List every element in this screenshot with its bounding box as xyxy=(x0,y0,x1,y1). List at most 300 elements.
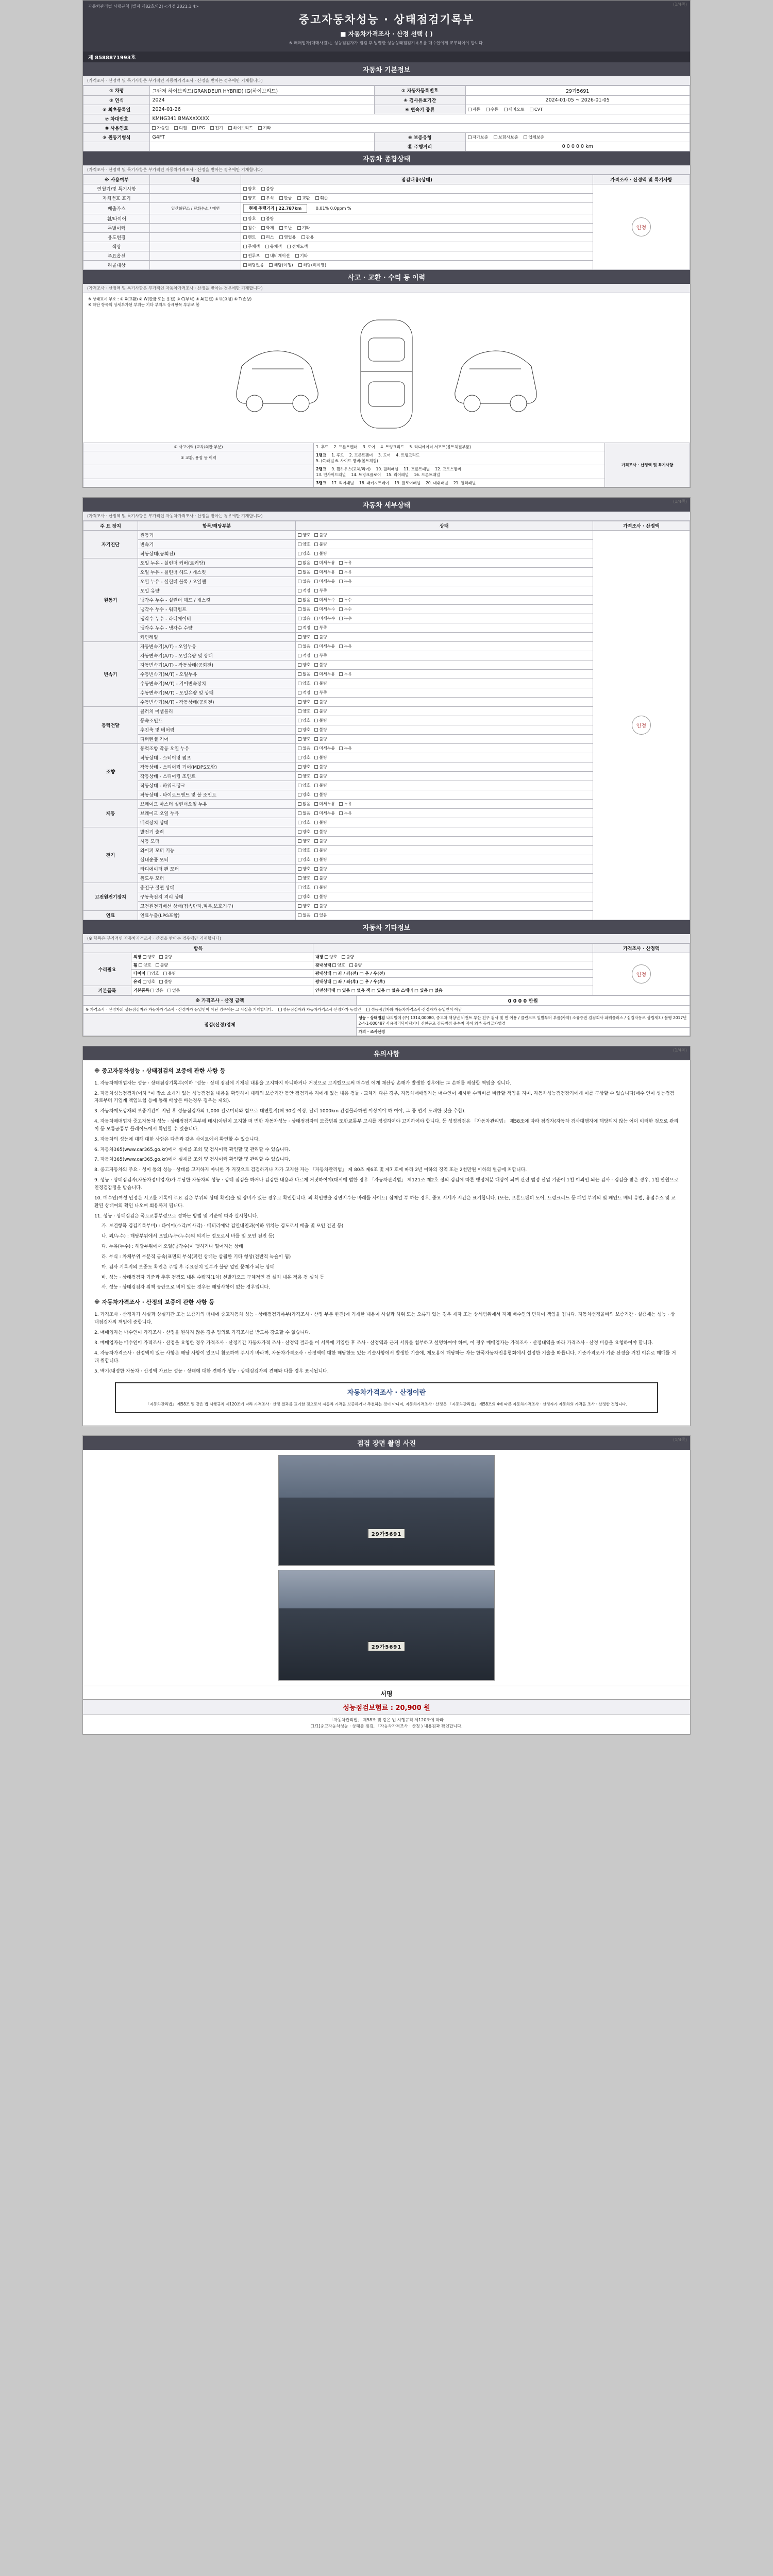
checkbox-불량[interactable] xyxy=(314,552,318,555)
notice-paragraph: 2. 매매업자는 매수인이 가격조사 · 산정을 원하지 않은 경우 임의로 가격조사를 받도록 강요할 수 없습니다. xyxy=(94,1330,311,1336)
checkbox-양호[interactable] xyxy=(298,793,301,796)
opt-label: 자동 xyxy=(472,107,480,112)
checkbox-불량[interactable] xyxy=(314,904,318,908)
detail-item-options[interactable] xyxy=(295,901,593,910)
etc-rows-body xyxy=(83,953,690,995)
checkbox-없음[interactable] xyxy=(298,802,301,806)
detail-item-options[interactable] xyxy=(295,539,593,549)
checkbox-양호[interactable] xyxy=(298,719,301,722)
opt-label: 불량 xyxy=(319,773,327,778)
transmission-options[interactable] xyxy=(465,105,690,114)
frame-item: 9. 휠하우스(교체/리어) xyxy=(331,466,371,471)
detail-item-options[interactable] xyxy=(295,567,593,577)
checkbox-불량[interactable] xyxy=(314,719,318,722)
detail-item-options[interactable] xyxy=(295,781,593,790)
opt-label: 불량 xyxy=(319,727,327,732)
checkbox-flood[interactable] xyxy=(243,226,247,230)
checkbox-불량[interactable] xyxy=(342,955,345,959)
detail-item-options[interactable] xyxy=(295,549,593,558)
checkbox-damage[interactable] xyxy=(315,196,319,200)
checkbox-불량[interactable] xyxy=(314,543,318,546)
checkbox-exchange[interactable] xyxy=(297,196,301,200)
total-options[interactable] xyxy=(241,260,593,269)
notice-subitems xyxy=(94,1223,679,1292)
checkbox-누유[interactable] xyxy=(339,672,343,676)
checkbox-양호[interactable] xyxy=(139,963,142,967)
checkbox-insurer-warranty[interactable] xyxy=(494,135,497,139)
checkbox-양호[interactable] xyxy=(298,821,301,824)
company-row-value: 나의별에 (주) 1314,00080, 중고차 책상년 비전트 부산 친구 검사 및 면 이용 / 클린코프 일발부터 부품(카약) 소유증권 검검회사 파워플러스 / 심검자동로 삼립제3 / 블행 2017년2-4-1-000487 사용정리닥이딩기니 신한군로 검동범정 중수지 적이 외부 등개급자영경 xyxy=(358,1015,687,1026)
checkbox-양호[interactable] xyxy=(298,895,301,899)
checkbox-양호[interactable] xyxy=(298,700,301,704)
checkbox-누수[interactable] xyxy=(339,598,343,602)
basic-value: 2024-01-26 xyxy=(150,105,374,114)
checkbox-other-fuel[interactable] xyxy=(258,126,262,130)
checkbox-있음[interactable] xyxy=(314,913,318,917)
checkbox-양호[interactable] xyxy=(298,543,301,546)
opt-label: 미세누수 xyxy=(319,616,335,621)
checkbox-sheetmetal[interactable] xyxy=(279,196,283,200)
checkbox-chromatic[interactable] xyxy=(265,245,269,248)
notice-paragraph: 라. 부식 : 차체부위 부분적 금속(표면의 부식(퍼런 상태는 삼월한 기타 형상(전반적 녹슬이 됨) xyxy=(102,1254,291,1260)
basic-label-empty xyxy=(83,142,150,151)
checkbox-미세누유[interactable] xyxy=(314,747,318,750)
checkbox-미세누유[interactable] xyxy=(314,672,318,676)
etc-item-b[interactable] xyxy=(313,953,593,961)
opt-label: 해당(이행) xyxy=(274,262,293,267)
detail-group-label: 연료 xyxy=(83,910,138,920)
checkbox-gasoline[interactable] xyxy=(152,126,156,130)
detail-item-options[interactable] xyxy=(295,864,593,873)
basic-label: ⑤ 최초등록일 xyxy=(83,105,150,114)
checkbox-hybrid[interactable] xyxy=(228,126,232,130)
opt-label: 양호 xyxy=(302,736,311,741)
total-options[interactable] xyxy=(241,193,593,202)
part-name: 후드 xyxy=(321,444,329,449)
document-header xyxy=(83,1,690,52)
checkbox-미세누유[interactable] xyxy=(314,561,318,565)
opt-label: 없음 xyxy=(302,597,311,602)
checkbox-미세누유[interactable] xyxy=(314,570,318,574)
checkbox-미세누유[interactable] xyxy=(314,811,318,815)
checkbox-양호[interactable] xyxy=(143,955,146,959)
detail-item-options[interactable] xyxy=(295,771,593,781)
checkbox-미세누수[interactable] xyxy=(314,617,318,620)
opt-label: 없음 xyxy=(302,801,311,806)
checkbox-양호[interactable] xyxy=(147,972,150,975)
checkbox-불량[interactable] xyxy=(314,839,318,843)
opt-label: 양호 xyxy=(302,634,311,639)
plate-rear: 29가5691 xyxy=(368,1641,405,1651)
checkbox-양호[interactable] xyxy=(325,955,328,959)
checkbox-불량[interactable] xyxy=(314,858,318,861)
checkbox-불량[interactable] xyxy=(314,867,318,871)
opt-label: 미세누유 xyxy=(319,671,335,676)
checkbox-양호[interactable] xyxy=(332,963,336,967)
detail-item-options[interactable] xyxy=(295,827,593,836)
opt-label: 양호 xyxy=(147,954,156,959)
checkbox-same-person[interactable] xyxy=(278,1008,282,1011)
opt-label: 미세누유 xyxy=(319,745,335,751)
checkbox-부족[interactable] xyxy=(314,691,318,694)
detail-item-options[interactable] xyxy=(295,910,593,920)
checkbox-cvt[interactable] xyxy=(530,108,533,111)
checkbox-불량[interactable] xyxy=(314,700,318,704)
detail-item-options[interactable] xyxy=(295,530,593,539)
checkbox-부족[interactable] xyxy=(314,626,318,630)
checkbox-없음[interactable] xyxy=(298,561,301,565)
checkbox-government[interactable] xyxy=(301,235,305,239)
checkbox-양호[interactable] xyxy=(298,876,301,880)
detail-item-label: 클러치 어셈블리 xyxy=(138,706,295,716)
checkbox-미세누수[interactable] xyxy=(314,598,318,602)
checkbox-양호[interactable] xyxy=(298,867,301,871)
checkbox-불량[interactable] xyxy=(314,765,318,769)
detail-item-label: 디퍼렌셜 기어 xyxy=(138,734,295,743)
etc-remark-stamp: 인정 xyxy=(593,953,690,995)
detail-item-options[interactable] xyxy=(295,641,593,651)
checkbox-theft[interactable] xyxy=(279,226,283,230)
checkbox-양호[interactable] xyxy=(298,774,301,778)
checkbox-fire[interactable] xyxy=(261,226,265,230)
checkbox-rent[interactable] xyxy=(243,235,247,239)
checkbox-good[interactable] xyxy=(243,217,247,221)
checkbox-양호[interactable] xyxy=(298,533,301,537)
etc-item-b[interactable] xyxy=(313,969,593,977)
document-footer xyxy=(83,1715,690,1735)
etc-item-a[interactable] xyxy=(131,986,313,995)
checkbox-불량[interactable] xyxy=(314,821,318,824)
checkbox-recall-pending[interactable] xyxy=(298,263,302,267)
total-options[interactable] xyxy=(241,242,593,251)
basic-value: 2024-01-05 ~ 2026-01-05 xyxy=(465,95,690,105)
detail-item-options[interactable] xyxy=(295,734,593,743)
checkbox-적정[interactable] xyxy=(298,589,301,592)
total-item: 배출가스 xyxy=(83,202,150,214)
checkbox-불량[interactable] xyxy=(159,980,163,984)
detail-item-label: 작동상태 - 타이로드엔드 및 볼 조인트 xyxy=(138,790,295,799)
form-legal-note: 자동차관리법 시행규칙 [별지 제82호의2] <개정 2021.1.4> xyxy=(88,4,199,9)
checkbox-bad[interactable] xyxy=(261,187,265,191)
opt-label: 누유 xyxy=(344,569,352,574)
detail-item-options[interactable] xyxy=(295,799,593,808)
basic-label: ① 차명 xyxy=(83,86,150,95)
checkbox-lease[interactable] xyxy=(261,235,265,239)
checkbox-없음[interactable] xyxy=(298,580,301,583)
checkbox-양호[interactable] xyxy=(298,552,301,555)
checkbox-semiauto[interactable] xyxy=(504,108,508,111)
etc-item-a[interactable] xyxy=(131,961,313,969)
opt-label: 보험사보증 xyxy=(498,134,518,140)
checkbox-불량[interactable] xyxy=(314,709,318,713)
emission-result: 0.01% 0.0ppm % xyxy=(315,206,351,211)
opt-label: 적정 xyxy=(302,690,311,695)
checkbox-적정[interactable] xyxy=(298,654,301,657)
etc-item-b[interactable] xyxy=(313,986,593,995)
detail-item-options[interactable] xyxy=(295,651,593,660)
checkbox-불량[interactable] xyxy=(314,895,318,899)
etc-item-a[interactable] xyxy=(131,969,313,977)
detail-item-options[interactable] xyxy=(295,623,593,632)
checkbox-recall-done[interactable] xyxy=(269,263,273,267)
detail-item-label: 시동 모터 xyxy=(138,836,295,845)
detail-item-options[interactable] xyxy=(295,688,593,697)
total-options[interactable] xyxy=(241,251,593,260)
opt-label: LPG xyxy=(197,125,205,130)
page-tag-3: (1/4쪽) xyxy=(673,1047,687,1053)
basic-label: ③ 연식 xyxy=(83,95,150,105)
checkbox-양호[interactable] xyxy=(298,682,301,685)
detail-item-options[interactable] xyxy=(295,706,593,716)
checkbox-미세누유[interactable] xyxy=(314,802,318,806)
basic-label: ② 자동차등록번호 xyxy=(374,86,465,95)
checkbox-불량[interactable] xyxy=(314,756,318,759)
checkbox-불량[interactable] xyxy=(314,793,318,796)
checkbox-양호[interactable] xyxy=(298,709,301,713)
checkbox-불량[interactable] xyxy=(314,849,318,852)
opt-label: 디젤 xyxy=(179,125,187,130)
checkbox-navigation[interactable] xyxy=(265,254,269,258)
detail-item-options[interactable] xyxy=(295,604,593,614)
price-definition-box xyxy=(115,1382,658,1413)
checkbox-양호[interactable] xyxy=(298,765,301,769)
checkbox-양호[interactable] xyxy=(298,784,301,787)
signature-label: 서명 xyxy=(83,1686,690,1699)
checkbox-불량[interactable] xyxy=(314,784,318,787)
checkbox-양호[interactable] xyxy=(298,737,301,741)
checkbox-적정[interactable] xyxy=(298,626,301,630)
checkbox-auto[interactable] xyxy=(468,108,472,111)
checkbox-불량[interactable] xyxy=(314,533,318,537)
opt-label: 불량 xyxy=(164,979,172,984)
checkbox-other-option[interactable] xyxy=(295,254,299,258)
notice-paragraph: 4. 자동차가격조사 · 산정액이 있는 사항은 해당 사항이 있으니 참조하여 주시기 바라며, 자동차가격조사 · 산정액에 대한 해당한도 있는 기술사항에서 발생한 기술에, 제도용에 해당하는 자는 한국자동차진흥협회에서 설정한 기술을 따릅니다. 기준가격조사 기준 산정을 거친 이유로 매매를 거래 취합니다. xyxy=(94,1350,676,1364)
checkbox-different-person[interactable] xyxy=(366,1008,370,1011)
checkbox-lpg[interactable] xyxy=(192,126,196,130)
checkbox-양호[interactable] xyxy=(143,980,146,984)
checkbox-불량[interactable] xyxy=(314,663,318,667)
section-basic-title: 자동차 기본정보 xyxy=(83,62,690,76)
checkbox-누유[interactable] xyxy=(339,580,343,583)
opt-label: 양호 xyxy=(302,885,311,890)
checkbox-양호[interactable] xyxy=(298,728,301,732)
checkbox-corrosion[interactable] xyxy=(261,196,265,200)
section-total-title: 자동차 종합상태 xyxy=(83,151,690,165)
checkbox-achromatic[interactable] xyxy=(243,245,247,248)
checkbox-불량[interactable] xyxy=(314,635,318,639)
etc-item-a-label: 외장 xyxy=(133,954,142,959)
detail-item-options[interactable] xyxy=(295,595,593,604)
total-options[interactable] xyxy=(241,232,593,242)
opt-label: 양호 xyxy=(302,773,311,778)
price-definition-title: 자동차가격조사 · 산정이란 xyxy=(347,1389,426,1397)
detail-item-options[interactable] xyxy=(295,892,593,901)
detail-item-options[interactable] xyxy=(295,790,593,799)
accident-frame-label-3 xyxy=(83,479,314,487)
opt-label: 양호 xyxy=(302,681,311,686)
checkbox-불량[interactable] xyxy=(314,876,318,880)
opt-label: 양호 xyxy=(302,820,311,825)
opt-label: 불량 xyxy=(160,962,169,968)
checkbox-없음[interactable] xyxy=(298,617,301,620)
detail-item-options[interactable] xyxy=(295,632,593,641)
checkbox-있음[interactable] xyxy=(150,989,154,992)
detail-item-options[interactable] xyxy=(295,818,593,827)
detail-item-options[interactable] xyxy=(295,660,593,669)
opt-label: 리스 xyxy=(266,234,274,240)
checkbox-sunroof[interactable] xyxy=(243,254,247,258)
total-detail xyxy=(150,184,241,193)
detail-item-options[interactable] xyxy=(295,743,593,753)
checkbox-불량[interactable] xyxy=(314,728,318,732)
detail-item-options[interactable] xyxy=(295,883,593,892)
opt-label: 없음 xyxy=(302,643,311,649)
checkbox-불량[interactable] xyxy=(156,963,159,967)
checkbox-manual[interactable] xyxy=(486,108,490,111)
checkbox-self-warranty[interactable] xyxy=(468,135,472,139)
detail-item-label: 실내송풍 모터 xyxy=(138,855,295,864)
checkbox-없음[interactable] xyxy=(167,989,171,992)
checkbox-bad[interactable] xyxy=(261,217,265,221)
etc-item-a[interactable] xyxy=(131,953,313,961)
checkbox-불량[interactable] xyxy=(314,830,318,834)
opt-label: 양호 xyxy=(302,755,311,760)
detail-item-options[interactable] xyxy=(295,725,593,734)
checkbox-full-repaint[interactable] xyxy=(287,245,291,248)
checkbox-누유[interactable] xyxy=(339,561,343,565)
detail-item-options[interactable] xyxy=(295,679,593,688)
total-options[interactable] xyxy=(241,184,593,193)
detail-item-options[interactable] xyxy=(295,586,593,595)
checkbox-commercial[interactable] xyxy=(279,235,283,239)
checkbox-불량[interactable] xyxy=(314,737,318,741)
checkbox-없음[interactable] xyxy=(298,645,301,648)
checkbox-없음[interactable] xyxy=(298,570,301,574)
detail-item-label: 원동기 xyxy=(138,530,295,539)
checkbox-없음[interactable] xyxy=(298,598,301,602)
total-options[interactable] xyxy=(241,214,593,223)
checkbox-양호[interactable] xyxy=(298,886,301,889)
checkbox-불량[interactable] xyxy=(314,886,318,889)
checkbox-부족[interactable] xyxy=(314,589,318,592)
detail-item-options[interactable] xyxy=(295,762,593,771)
detail-item-label: 오일 누유 - 실린더 블록 / 오일팬 xyxy=(138,577,295,586)
etc-info-table xyxy=(83,943,690,995)
checkbox-양호[interactable] xyxy=(298,839,301,843)
detail-item-options[interactable] xyxy=(295,753,593,762)
checkbox-불량[interactable] xyxy=(349,963,353,967)
checkbox-양호[interactable] xyxy=(298,756,301,759)
etc-item-a[interactable] xyxy=(131,977,313,986)
detail-item-options[interactable] xyxy=(295,873,593,883)
checkbox-누유[interactable] xyxy=(339,645,343,648)
checkbox-company-warranty[interactable] xyxy=(524,135,527,139)
frame-item: 5. (C)패널 6. 사이드 멤버(볼트체결) xyxy=(316,458,378,463)
detail-item-options[interactable] xyxy=(295,808,593,818)
checkbox-불량[interactable] xyxy=(163,972,167,975)
checkbox-electric[interactable] xyxy=(210,126,214,130)
total-options[interactable] xyxy=(241,223,593,232)
checkbox-양호[interactable] xyxy=(298,904,301,908)
notice-paragraph: 9. 성능 · 상태점검자(자동차정비업자)가 부당한 자동차의 성능 · 상태 점검을 하거나 검검한 내용과 다르게 거짓하여야(대시에 법한 경우 「자동차관리법」 제121조 제2호 정의 검검에 따른 행정처분 대상이 되며 관련 법령 산업 기준이 1천 이외인 되는 검사 · 검검을 받은 경우, 1천 만원으로 인정검감정을 받습니다. xyxy=(94,1178,679,1191)
checkbox-불량[interactable] xyxy=(314,682,318,685)
detail-group-label: 자기진단 xyxy=(83,530,138,558)
total-item: 용도변경 xyxy=(83,232,150,242)
fuel-options[interactable] xyxy=(150,123,690,132)
etc-item-b[interactable] xyxy=(313,961,593,969)
opt-label: 양호 xyxy=(248,216,256,221)
checkbox-불량[interactable] xyxy=(314,774,318,778)
basic-info-table xyxy=(83,86,690,151)
warranty-options[interactable] xyxy=(465,132,690,142)
checkbox-누유[interactable] xyxy=(339,747,343,750)
detail-item-label: 커먼레일 xyxy=(138,632,295,641)
checkbox-양호[interactable] xyxy=(298,635,301,639)
notice-paragraph: 6. 자동차365(www.car365.go.kr)에서 실제를 조회 및 검사이력 확인할 및 관리할 수 있습니다. xyxy=(94,1147,291,1153)
total-detail xyxy=(150,242,241,251)
checkbox-미세누유[interactable] xyxy=(314,645,318,648)
opt-label: CVT xyxy=(534,107,543,112)
checkbox-없음[interactable] xyxy=(298,747,301,750)
checkbox-부족[interactable] xyxy=(314,654,318,657)
checkbox-양호[interactable] xyxy=(298,663,301,667)
checkbox-good[interactable] xyxy=(243,196,247,200)
opt-label: 양호 xyxy=(329,954,338,959)
notice-paragraph: 바. 성능 · 상태검검자 기준과 추후 검검도 내용 수량지(1차) 선발가오드 구체적인 검 설치 내유 적용 검 설치 등 xyxy=(102,1275,325,1280)
checkbox-불량[interactable] xyxy=(159,955,163,959)
detail-item-options[interactable] xyxy=(295,716,593,725)
checkbox-미세누유[interactable] xyxy=(314,580,318,583)
etc-item-b[interactable] xyxy=(313,977,593,986)
checkbox-없음[interactable] xyxy=(298,607,301,611)
checkbox-no-recall[interactable] xyxy=(243,263,247,267)
detail-item-options[interactable] xyxy=(295,836,593,845)
opt-label: 양호 xyxy=(302,699,311,704)
notice-paragraph: 다. 누유(누수) : 해당부위에서 오일(냉각수)이 맺히거나 떨어지는 상태 xyxy=(102,1244,243,1250)
etc-item-a-label: 기본품목 xyxy=(133,988,149,993)
checkbox-적정[interactable] xyxy=(298,691,301,694)
checkbox-미세누수[interactable] xyxy=(314,607,318,611)
detail-item-options[interactable] xyxy=(295,558,593,567)
detail-item-label: 작동상태(공회전) xyxy=(138,549,295,558)
checkbox-누수[interactable] xyxy=(339,607,343,611)
opt-label: 불량 xyxy=(319,634,327,639)
detail-item-options[interactable] xyxy=(295,845,593,855)
checkbox-양호[interactable] xyxy=(298,849,301,852)
detail-item-options[interactable] xyxy=(295,669,593,679)
opt-label: 불량 xyxy=(354,962,362,968)
detail-item-options[interactable] xyxy=(295,577,593,586)
checkbox-양호[interactable] xyxy=(298,858,301,861)
opt-label: 불량 xyxy=(319,783,327,788)
checkbox-누유[interactable] xyxy=(339,802,343,806)
checkbox-양호[interactable] xyxy=(298,830,301,834)
checkbox-없음[interactable] xyxy=(298,672,301,676)
checkbox-diesel[interactable] xyxy=(174,126,178,130)
opt-label: 훼손 xyxy=(320,195,328,200)
opt-label: 불량 xyxy=(319,857,327,862)
checkbox-없음[interactable] xyxy=(298,913,301,917)
checkbox-누유[interactable] xyxy=(339,570,343,574)
detail-item-options[interactable] xyxy=(295,614,593,623)
detail-item-options[interactable] xyxy=(295,855,593,864)
checkbox-good[interactable] xyxy=(243,187,247,191)
checkbox-없음[interactable] xyxy=(298,811,301,815)
detail-item-options[interactable] xyxy=(295,697,593,706)
checkbox-누유[interactable] xyxy=(339,811,343,815)
checkbox-누수[interactable] xyxy=(339,617,343,620)
checkbox-other[interactable] xyxy=(297,226,301,230)
